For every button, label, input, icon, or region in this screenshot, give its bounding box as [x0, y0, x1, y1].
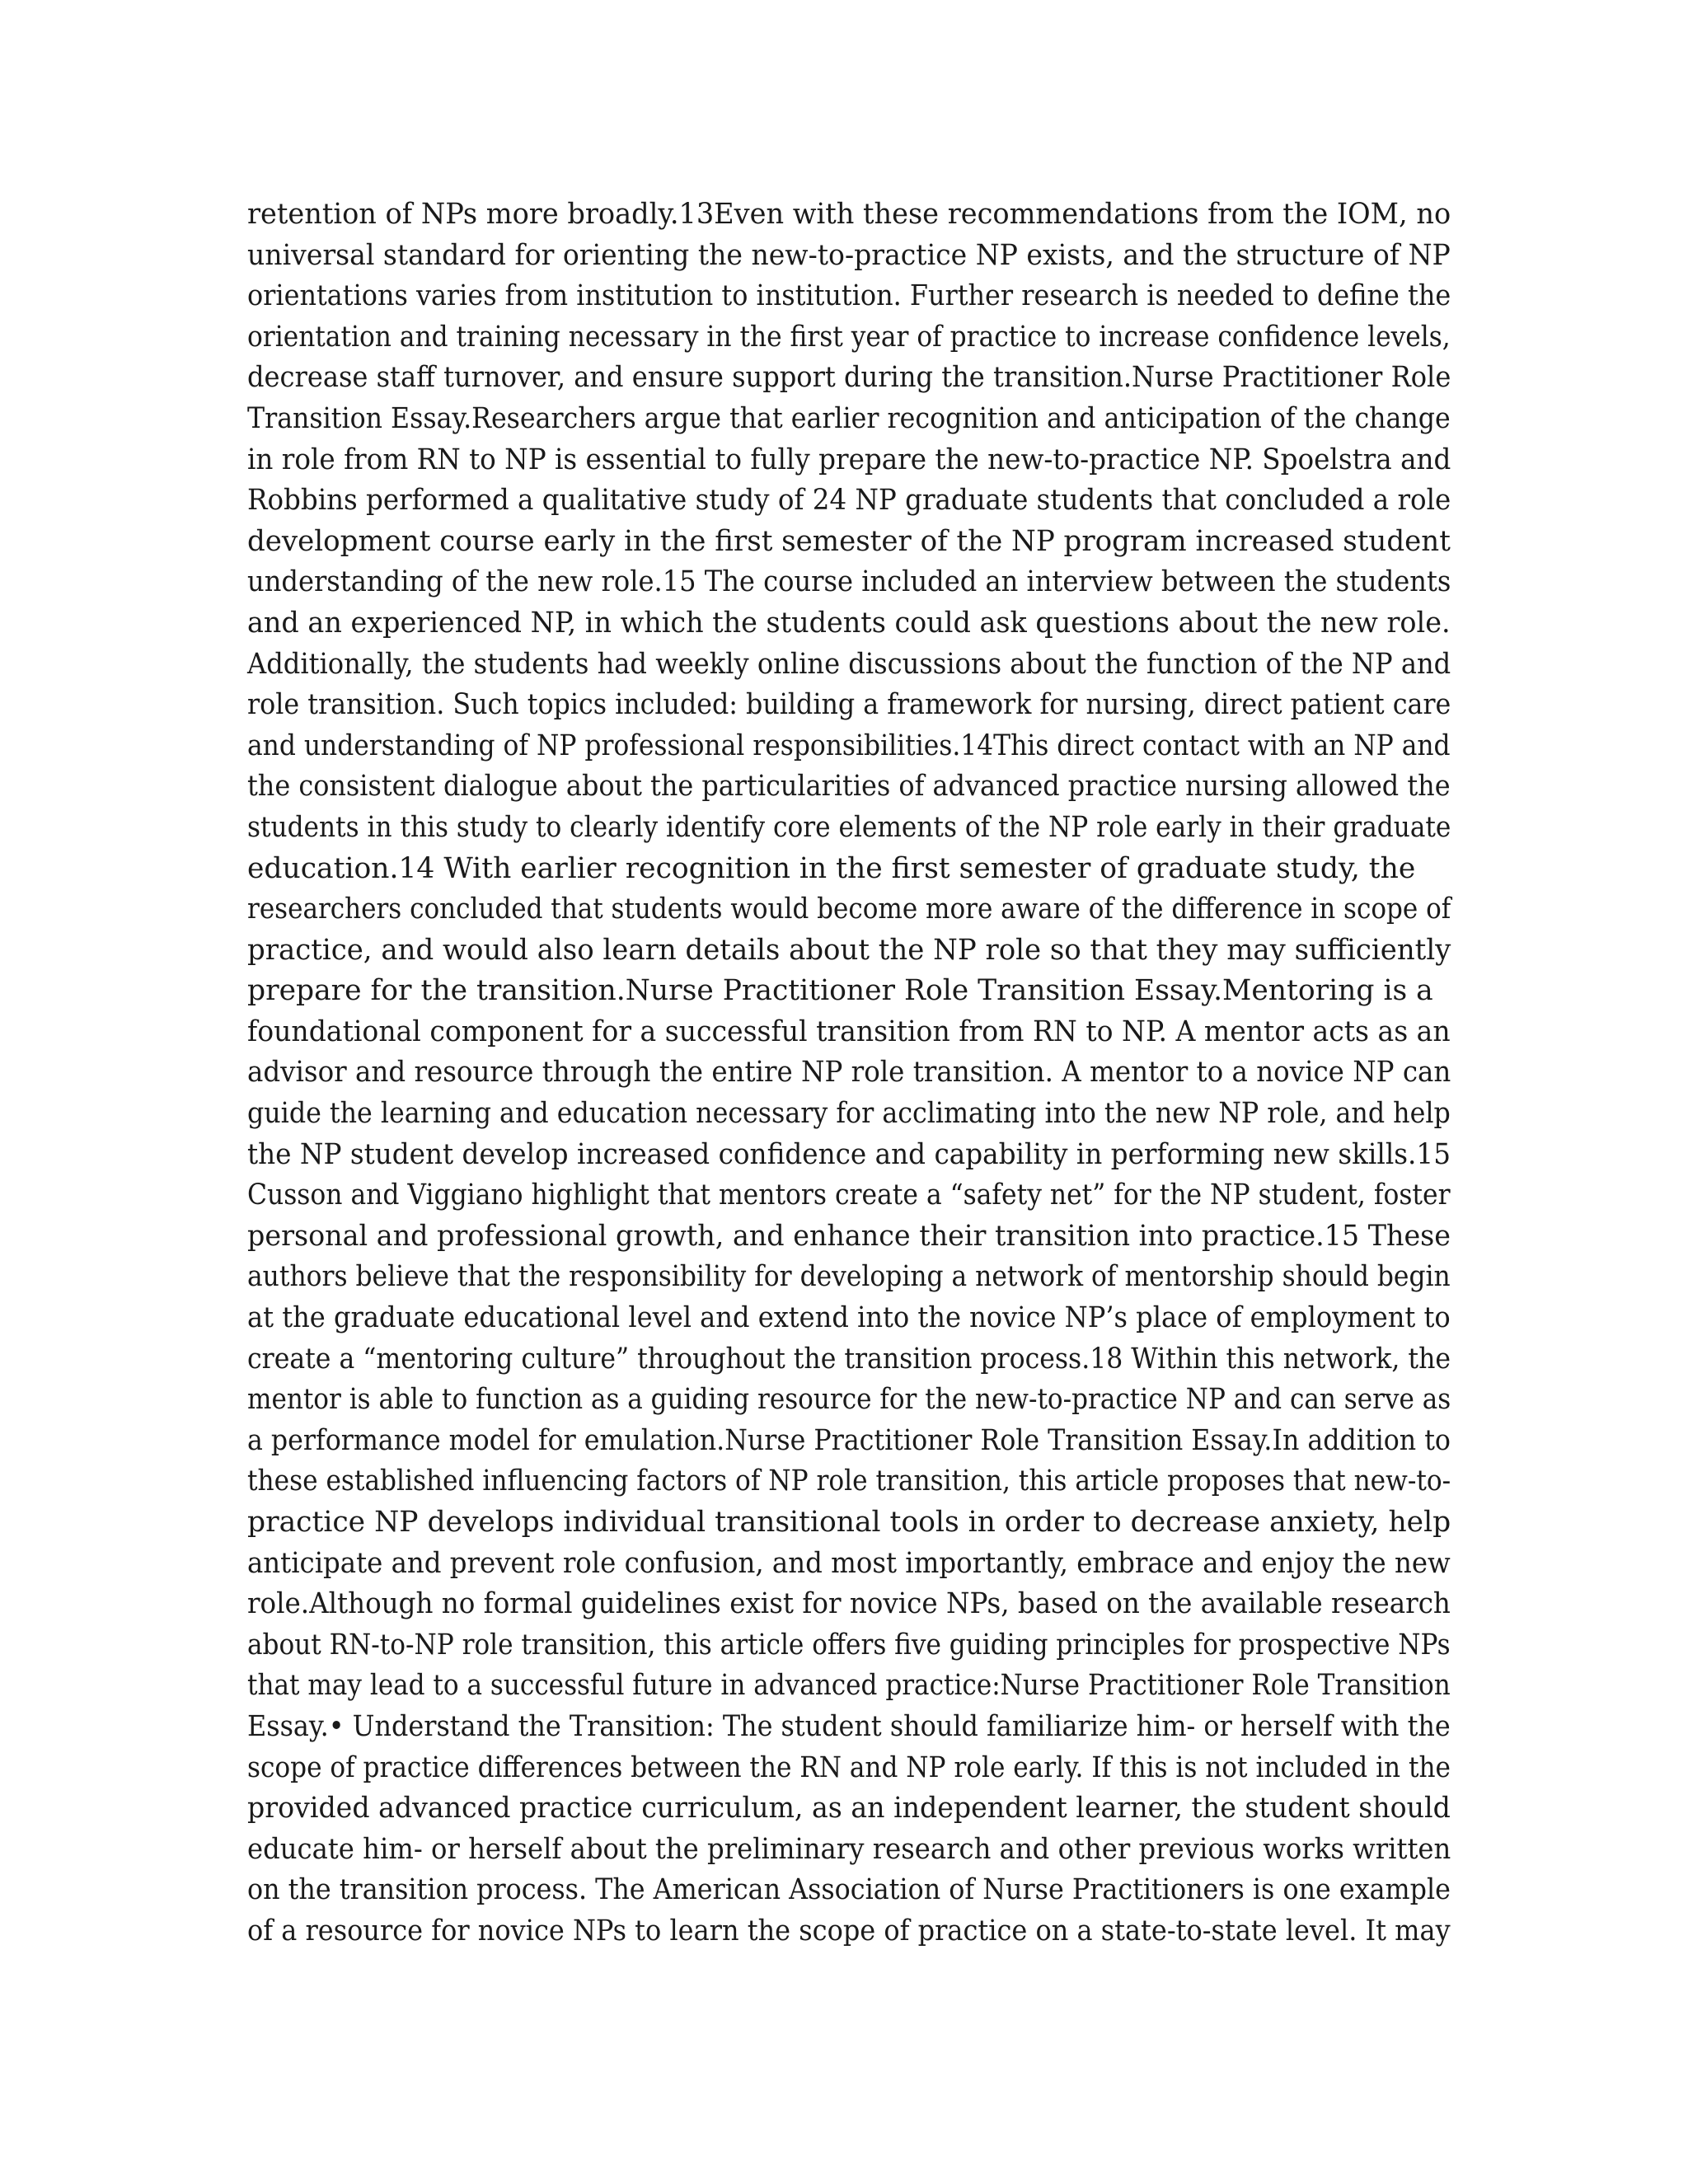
text-line: Essay.• Understand the Transition: The student should familiarize him- or herself with the: [247, 1709, 1451, 1743]
text-line: orientation and training necessary in the first year of practice to increase confidence levels,: [247, 320, 1451, 354]
text-line: personal and professional growth, and enhance their transition into practice.15 These: [247, 1219, 1451, 1253]
text-line: educate him- or herself about the preliminary research and other previous works written: [247, 1832, 1451, 1866]
text-line: create a “mentoring culture” throughout the transition process.18 Within this network, the: [247, 1342, 1451, 1376]
text-line: decrease staff turnover, and ensure support during the transition.Nurse Practitioner Role: [247, 361, 1451, 395]
text-line: a performance model for emulation.Nurse Practitioner Role Transition Essay.In addition to: [247, 1423, 1451, 1457]
text-line: education.14 With earlier recognition in the first semester of graduate study, the: [247, 851, 1416, 885]
text-line: prepare for the transition.Nurse Practitioner Role Transition Essay.Mentoring is a: [247, 974, 1433, 1008]
text-line: role transition. Such topics included: building a framework for nursing, direct patient care: [247, 688, 1451, 722]
text-line: Robbins performed a qualitative study of 24 NP graduate students that concluded a role: [247, 484, 1451, 518]
text-line: practice, and would also learn details about the NP role so that they may sufficiently: [247, 933, 1451, 967]
text-line: authors believe that the responsibility for developing a network of mentorship should begin: [247, 1260, 1451, 1294]
text-line: advisor and resource through the entire NP role transition. A mentor to a novice NP can: [247, 1056, 1451, 1090]
text-line: of a resource for novice NPs to learn the scope of practice on a state-to-state level. It may: [247, 1914, 1451, 1947]
text-line: and understanding of NP professional responsibilities.14This direct contact with an NP and: [247, 729, 1451, 762]
text-line: Transition Essay.Researchers argue that earlier recognition and anticipation of the change: [247, 401, 1451, 435]
text-line: that may lead to a successful future in advanced practice:Nurse Practitioner Role Transition: [247, 1669, 1451, 1703]
text-line: orientations varies from institution to institution. Further research is needed to define the: [247, 279, 1451, 313]
text-line: these established influencing factors of NP role transition, this article proposes that new-to-: [247, 1465, 1451, 1498]
text-line: anticipate and prevent role confusion, and most importantly, embrace and enjoy the new: [247, 1546, 1451, 1580]
text-line: development course early in the first semester of the NP program increased student: [247, 524, 1451, 558]
text-line: role.Although no formal guidelines exist for novice NPs, based on the available research: [247, 1587, 1451, 1621]
body-paragraph: [247, 194, 1451, 1952]
text-line: researchers concluded that students would become more aware of the difference in scope of: [247, 893, 1451, 926]
text-line: on the transition process. The American Association of Nurse Practitioners is one example: [247, 1873, 1451, 1907]
text-line: provided advanced practice curriculum, as an independent learner, the student should: [247, 1792, 1451, 1825]
text-line: Additionally, the students had weekly online discussions about the function of the NP and: [247, 647, 1451, 681]
text-line: Cusson and Viggiano highlight that mentors create a “safety net” for the NP student, foster: [247, 1179, 1451, 1212]
text-line: understanding of the new role.15 The course included an interview between the students: [247, 565, 1451, 599]
text-line: practice NP develops individual transitional tools in order to decrease anxiety, help: [247, 1506, 1451, 1539]
text-line: scope of practice differences between the RN and NP role early. If this is not included in the: [247, 1750, 1451, 1784]
text-line: mentor is able to function as a guiding resource for the new-to-practice NP and can serve as: [247, 1383, 1451, 1417]
text-line: students in this study to clearly identify core elements of the NP role early in their graduate: [247, 810, 1451, 844]
text-line: about RN-to-NP role transition, this article offers five guiding principles for prospective NPs: [247, 1628, 1451, 1661]
text-line: foundational component for a successful transition from RN to NP. A mentor acts as an: [247, 1015, 1451, 1048]
text-line: and an experienced NP, in which the students could ask questions about the new role.: [247, 606, 1451, 640]
text-line: at the graduate educational level and extend into the novice NP’s place of employment to: [247, 1301, 1451, 1335]
text-line: guide the learning and education necessary for acclimating into the new NP role, and help: [247, 1097, 1451, 1131]
text-line: in role from RN to NP is essential to fully prepare the new-to-practice NP. Spoelstra and: [247, 443, 1451, 476]
text-line: retention of NPs more broadly.13Even with these recommendations from the IOM, no: [247, 198, 1451, 231]
text-line: universal standard for orienting the new-to-practice NP exists, and the structure of NP: [247, 238, 1451, 272]
text-line: the consistent dialogue about the particularities of advanced practice nursing allowed the: [247, 770, 1451, 804]
text-line: the NP student develop increased confidence and capability in performing new skills.15: [247, 1137, 1451, 1171]
